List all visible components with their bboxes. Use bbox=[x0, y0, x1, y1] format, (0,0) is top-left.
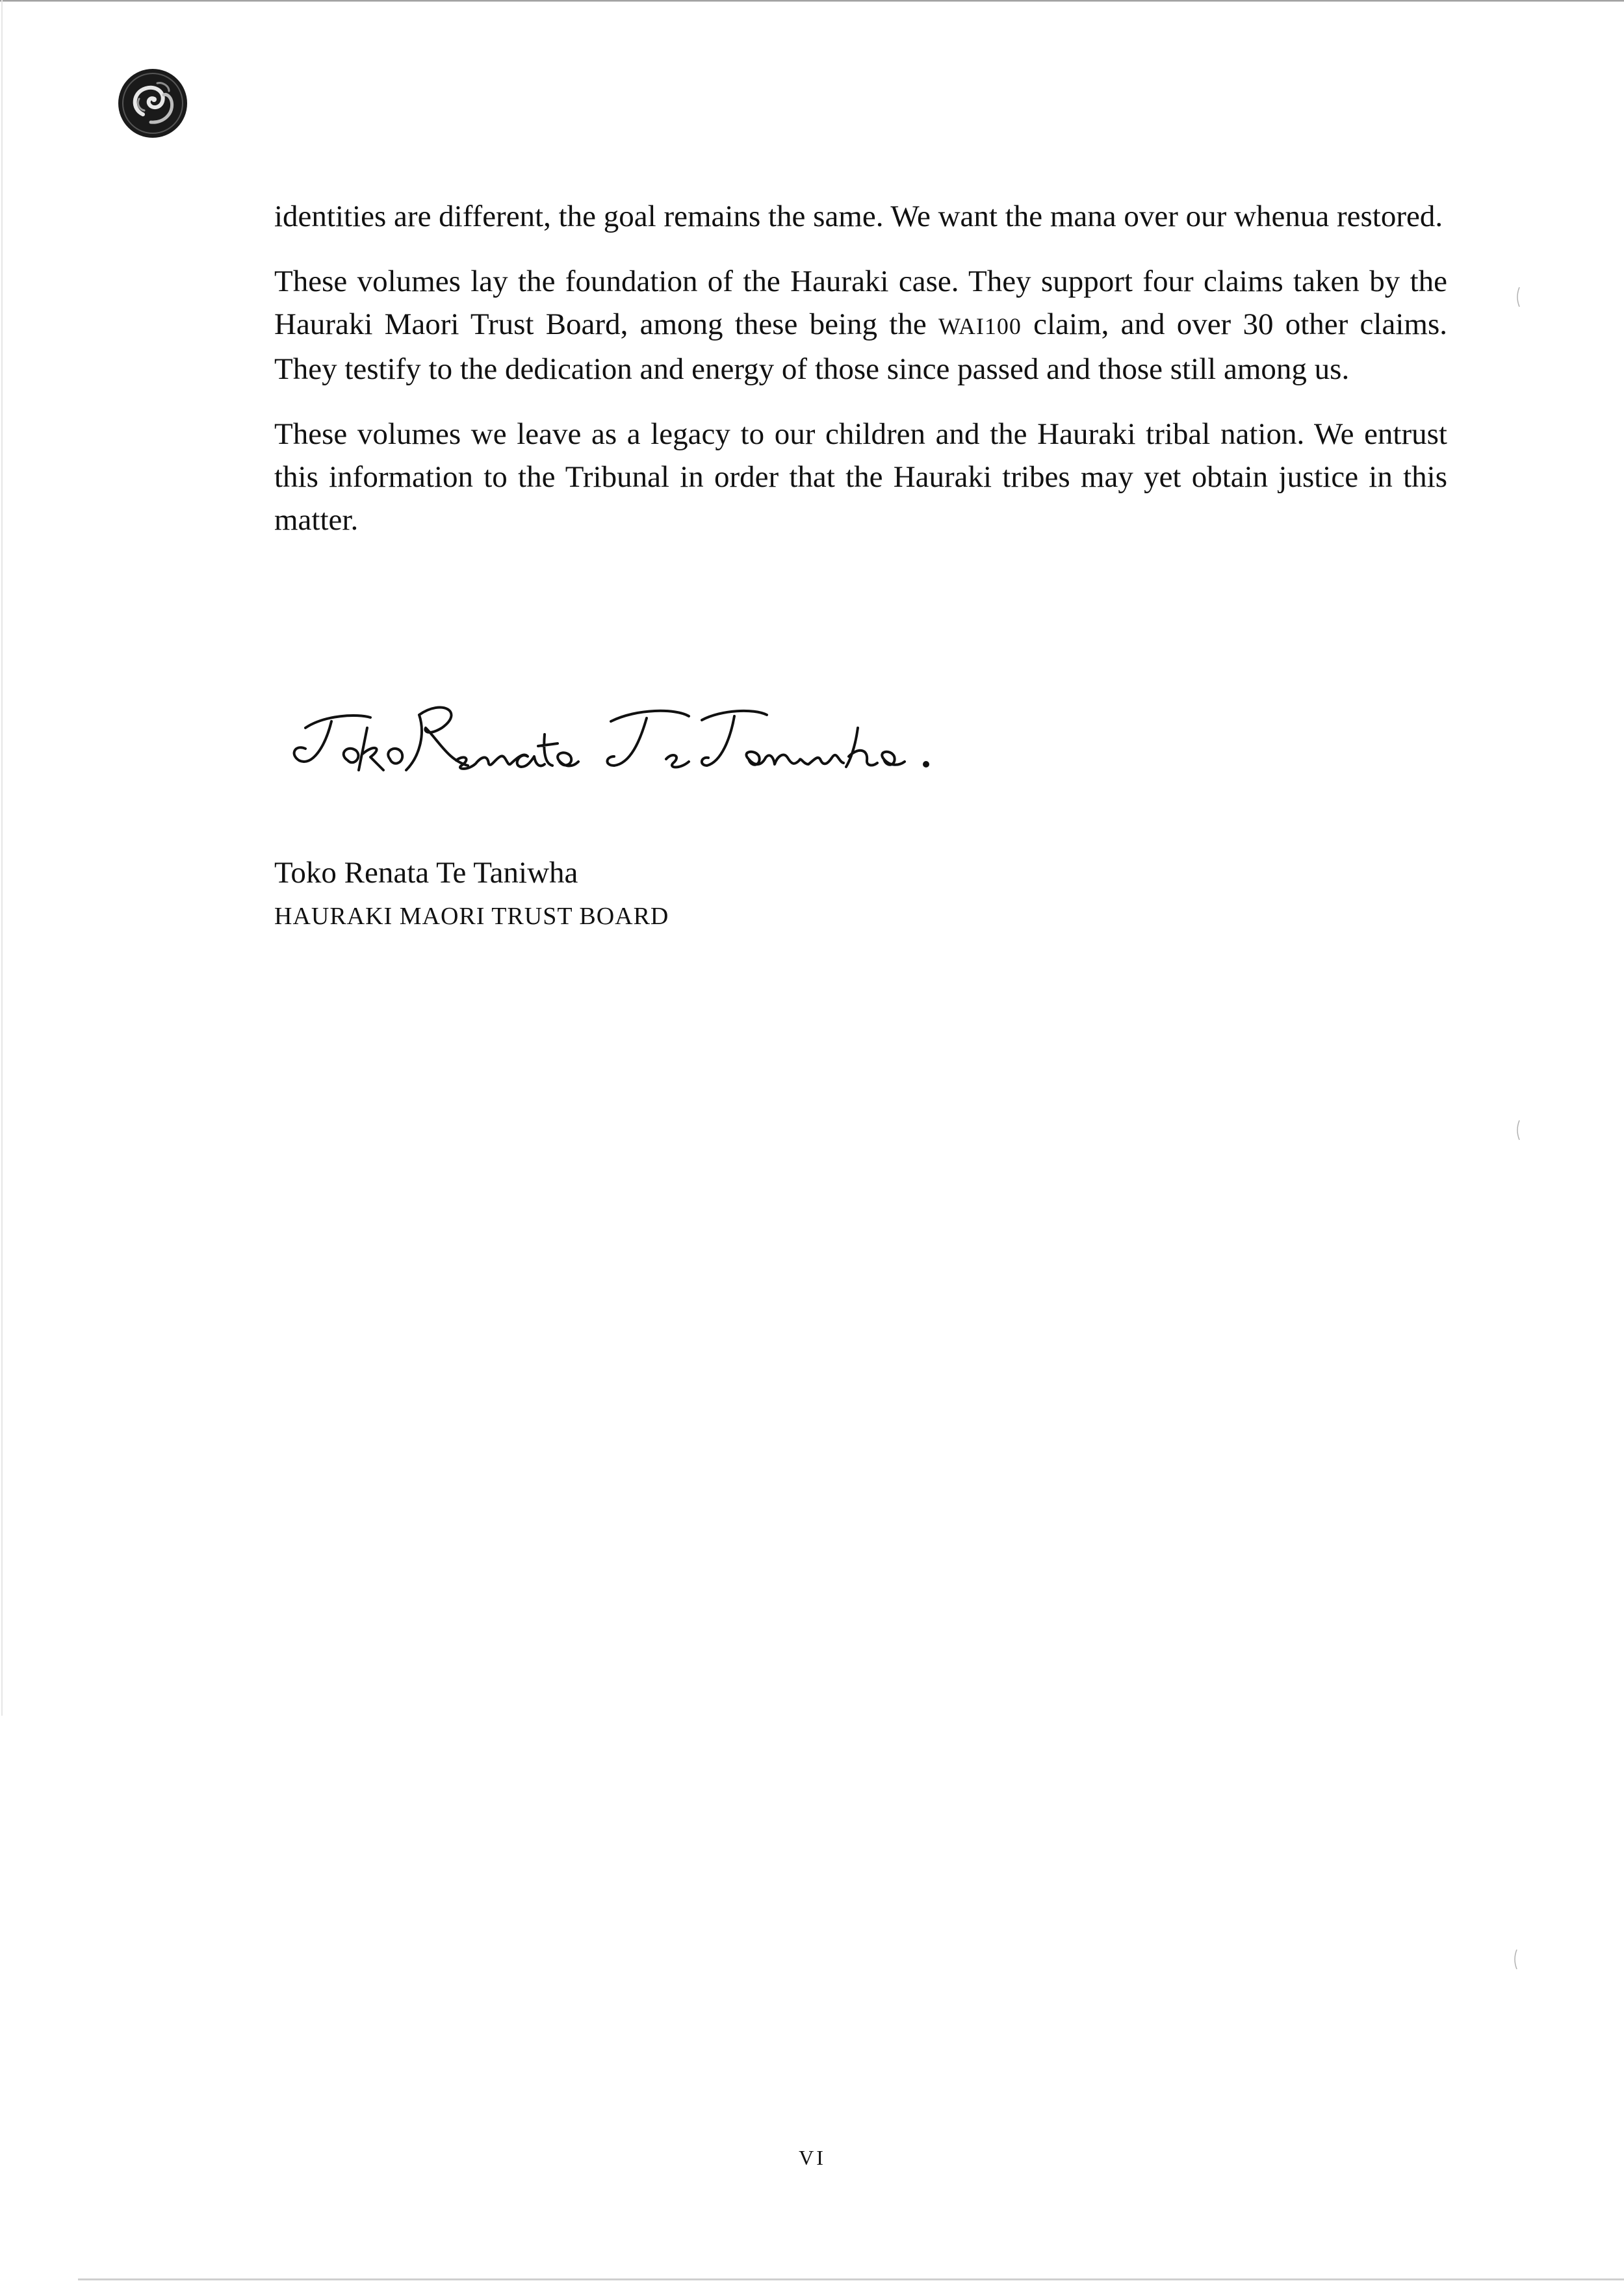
signer-organization: HAURAKI MAORI TRUST BOARD bbox=[274, 903, 669, 930]
paragraph-3-text: These volumes we leave as a legacy to our children and the Hauraki tribal nation. We entrust this information to the Tribunal in order that the Hauraki tribes may yet obtain justice in this matter. bbox=[274, 417, 1447, 537]
handwritten-signature bbox=[286, 689, 1014, 799]
scan-mark bbox=[1516, 286, 1520, 308]
scan-edge-left bbox=[1, 0, 3, 1716]
scan-edge-bottom bbox=[78, 2278, 1624, 2280]
page-number: VI bbox=[799, 2146, 826, 2169]
signer-name: Toko Renata Te Taniwha bbox=[274, 856, 578, 890]
paragraph-2-text-a: These volumes lay the foundation of the Hauraki case. They support four claims taken by the Hauraki Maori Trust Board, among these being the bbox=[274, 264, 1447, 341]
paragraph-2-text-b: claim, and over 30 other claims. They testify to the dedication and energy of those since passed and those still among us. bbox=[274, 307, 1447, 386]
body-text bbox=[274, 195, 1447, 563]
koru-emblem-icon bbox=[117, 68, 188, 139]
claim-number: WAI100 bbox=[938, 313, 1022, 339]
paragraph-2 bbox=[274, 260, 1447, 391]
scan-edge-top bbox=[0, 0, 1624, 2]
paragraph-1 bbox=[274, 195, 1447, 238]
paragraph-1-text: identities are different, the goal remains the same. We want the mana over our whenua restored. bbox=[274, 200, 1443, 233]
scan-mark bbox=[1516, 1119, 1520, 1141]
paragraph-3 bbox=[274, 413, 1447, 541]
scan-mark bbox=[1514, 1948, 1517, 1970]
